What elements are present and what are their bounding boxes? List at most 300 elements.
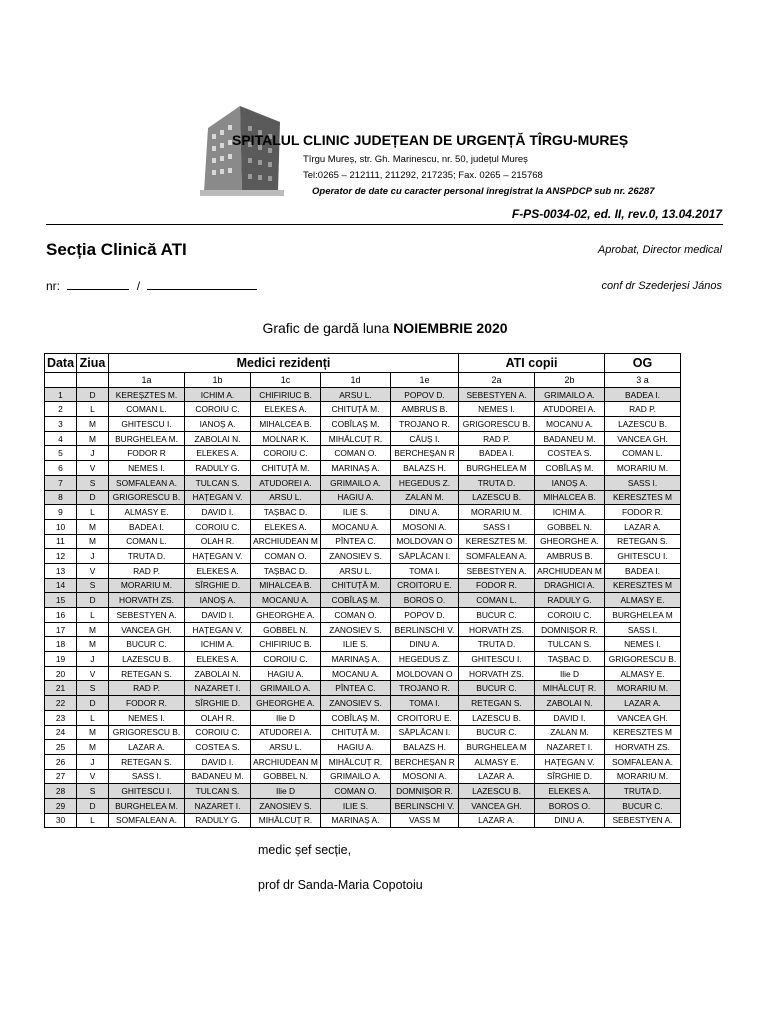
cell-1a: RETEGAN S.: [109, 754, 185, 769]
cell-1c: ARCHIUDEAN M: [251, 754, 321, 769]
cell-2b: ATUDOREI A.: [535, 402, 605, 417]
cell-weekday: S: [77, 784, 109, 799]
cell-2b: MIHALCEA B.: [535, 490, 605, 505]
cell-1e: HEGEDUS Z.: [391, 475, 459, 490]
cell-1e: MOLDOVAN O: [391, 666, 459, 681]
cell-weekday: V: [77, 769, 109, 784]
column-header-empty: [77, 373, 109, 388]
cell-1e: BERCHEȘAN R: [391, 446, 459, 461]
table-row: [45, 813, 681, 828]
cell-2b: MIHĂLCUȚ R.: [535, 681, 605, 696]
cell-2a: HORVATH ZS.: [459, 622, 535, 637]
table-row: [45, 666, 681, 681]
cell-1a: GHITESCU I.: [109, 417, 185, 432]
column-header: 2a: [459, 373, 535, 388]
cell-1e: DINU A.: [391, 637, 459, 652]
cell-1b: SÎRGHIE D.: [185, 696, 251, 711]
cell-2a: HORVATH ZS.: [459, 666, 535, 681]
cell-1d: MIHĂLCUȚ R.: [321, 754, 391, 769]
column-header: 2b: [535, 373, 605, 388]
cell-1b: RADULY G.: [185, 461, 251, 476]
cell-2b: SÎRGHIE D.: [535, 769, 605, 784]
signatory-name: prof dr Sanda-Maria Copotoiu: [258, 878, 423, 892]
cell-2b: IANOȘ A.: [535, 475, 605, 490]
cell-date: 21: [45, 681, 77, 696]
cell-date: 5: [45, 446, 77, 461]
cell-date: 16: [45, 608, 77, 623]
cell-1b: COROIU C.: [185, 725, 251, 740]
cell-2a: ALMASY E.: [459, 754, 535, 769]
cell-date: 7: [45, 475, 77, 490]
cell-1a: SOMFALEAN A.: [109, 475, 185, 490]
cell-date: 28: [45, 784, 77, 799]
cell-weekday: M: [77, 431, 109, 446]
cell-3a: SOMFALEAN A.: [605, 754, 681, 769]
cell-1a: RAD P.: [109, 681, 185, 696]
table-row: [45, 563, 681, 578]
table-row: [45, 387, 681, 402]
cell-1d: MIHĂLCUȚ R.: [321, 431, 391, 446]
cell-3a: LAZAR A.: [605, 696, 681, 711]
header-medici-rezidenti: Medici rezidenți: [109, 354, 459, 373]
cell-1d: MARINAȘ A.: [321, 813, 391, 828]
table-row: [45, 578, 681, 593]
header-ati-copii: ATI copii: [459, 354, 605, 373]
table-row: [45, 710, 681, 725]
table-row: [45, 681, 681, 696]
cell-2b: DOMNIȘOR R.: [535, 622, 605, 637]
cell-1e: CROITORU E.: [391, 710, 459, 725]
cell-1c: ARCHIUDEAN M: [251, 534, 321, 549]
cell-1b: BADANEU M.: [185, 769, 251, 784]
cell-1b: IANOȘ A.: [185, 417, 251, 432]
cell-1b: TULCAN S.: [185, 475, 251, 490]
cell-3a: FODOR R.: [605, 505, 681, 520]
table-row: [45, 622, 681, 637]
cell-3a: SASS I.: [605, 475, 681, 490]
table-row: [45, 740, 681, 755]
cell-1e: AMBRUS B.: [391, 402, 459, 417]
cell-1d: COBÎLAȘ M.: [321, 710, 391, 725]
cell-2a: BUCUR C.: [459, 608, 535, 623]
column-header-row: [45, 373, 681, 388]
cell-2a: MORARIU M.: [459, 505, 535, 520]
cell-1a: NEMES I.: [109, 461, 185, 476]
cell-3a: GHITESCU I.: [605, 549, 681, 564]
cell-2a: LAZAR A.: [459, 813, 535, 828]
table-row: [45, 446, 681, 461]
table-row: [45, 798, 681, 813]
cell-3a: BUCUR C.: [605, 798, 681, 813]
cell-1b: ICHIM A.: [185, 387, 251, 402]
cell-1a: KEREȘZTES M.: [109, 387, 185, 402]
cell-1d: MOCANU A.: [321, 666, 391, 681]
cell-weekday: J: [77, 754, 109, 769]
cell-1b: ZABOLAI N.: [185, 666, 251, 681]
cell-3a: HORVATH ZS.: [605, 740, 681, 755]
cell-3a: KERESZTES M: [605, 490, 681, 505]
table-row: [45, 505, 681, 520]
cell-2a: VANCEA GH.: [459, 798, 535, 813]
cell-1b: TULCAN S.: [185, 784, 251, 799]
cell-date: 15: [45, 593, 77, 608]
cell-1b: ELEKES A.: [185, 563, 251, 578]
column-header: 3 a: [605, 373, 681, 388]
cell-1c: CHIFIRIUC B.: [251, 387, 321, 402]
cell-1e: VASS M: [391, 813, 459, 828]
cell-1d: COMAN O.: [321, 446, 391, 461]
header-divider: [46, 224, 723, 225]
cell-weekday: M: [77, 740, 109, 755]
cell-1c: MOLNAR K.: [251, 431, 321, 446]
cell-1c: Ilie D: [251, 710, 321, 725]
form-code: F-PS-0034-02, ed. II, rev.0, 13.04.2017: [511, 207, 722, 221]
column-header: 1d: [321, 373, 391, 388]
cell-2a: SOMFALEAN A.: [459, 549, 535, 564]
cell-1e: MOSONI A.: [391, 519, 459, 534]
cell-2b: ICHIM A.: [535, 505, 605, 520]
cell-2b: TULCAN S.: [535, 637, 605, 652]
cell-1d: CHITUȚĂ M.: [321, 402, 391, 417]
cell-2a: BADEA I.: [459, 446, 535, 461]
cell-1c: COROIU C.: [251, 652, 321, 667]
cell-1d: MOCANU A.: [321, 519, 391, 534]
cell-1c: COROIU C.: [251, 446, 321, 461]
cell-3a: SEBESTYEN A.: [605, 813, 681, 828]
cell-1e: TOMA I.: [391, 563, 459, 578]
cell-date: 23: [45, 710, 77, 725]
cell-1e: SĂPLĂCAN I.: [391, 725, 459, 740]
cell-date: 3: [45, 417, 77, 432]
cell-date: 30: [45, 813, 77, 828]
approver-name: conf dr Szederjesi János: [601, 280, 722, 292]
cell-3a: VANCEA GH.: [605, 710, 681, 725]
cell-2a: NEMES I.: [459, 402, 535, 417]
group-header-row: [45, 354, 681, 373]
cell-3a: KERESZTES M: [605, 578, 681, 593]
table-row: [45, 490, 681, 505]
cell-1c: HAGIU A.: [251, 666, 321, 681]
cell-weekday: M: [77, 637, 109, 652]
cell-1d: MARINAȘ A.: [321, 461, 391, 476]
cell-weekday: M: [77, 417, 109, 432]
cell-3a: BADEA I.: [605, 387, 681, 402]
cell-1b: HAȚEGAN V.: [185, 490, 251, 505]
cell-weekday: V: [77, 666, 109, 681]
table-row: [45, 608, 681, 623]
table-row: [45, 475, 681, 490]
cell-1d: ARSU L.: [321, 563, 391, 578]
hospital-name: SPITALUL CLINIC JUDEȚEAN DE URGENȚĂ TÎRGU-MUREȘ: [232, 132, 629, 148]
cell-1a: BUCUR C.: [109, 637, 185, 652]
cell-1d: CHITUȚĂ M.: [321, 578, 391, 593]
cell-weekday: S: [77, 681, 109, 696]
cell-3a: COMAN L.: [605, 446, 681, 461]
cell-2a: SASS I: [459, 519, 535, 534]
cell-date: 4: [45, 431, 77, 446]
cell-date: 11: [45, 534, 77, 549]
cell-3a: MORARIU M.: [605, 681, 681, 696]
cell-2a: BURGHELEA M: [459, 461, 535, 476]
cell-1a: GRIGORESCU B.: [109, 490, 185, 505]
cell-1e: TOMA I.: [391, 696, 459, 711]
cell-date: 2: [45, 402, 77, 417]
cell-1c: TAȘBAC D.: [251, 505, 321, 520]
cell-1d: ILIE S.: [321, 798, 391, 813]
cell-2a: GHITESCU I.: [459, 652, 535, 667]
cell-weekday: S: [77, 475, 109, 490]
cell-1c: MIHALCEA B.: [251, 578, 321, 593]
cell-3a: MORARIU M.: [605, 769, 681, 784]
cell-2b: MOCANU A.: [535, 417, 605, 432]
cell-2b: COSTEA S.: [535, 446, 605, 461]
cell-1c: GRIMAILO A.: [251, 681, 321, 696]
cell-3a: LAZAR A.: [605, 519, 681, 534]
cell-1b: HAȚEGAN V.: [185, 622, 251, 637]
column-header: 1e: [391, 373, 459, 388]
cell-1a: BADEA I.: [109, 519, 185, 534]
cell-1e: BERLINSCHI V.: [391, 622, 459, 637]
table-row: [45, 754, 681, 769]
cell-1a: BURGHELEA M.: [109, 431, 185, 446]
cell-date: 9: [45, 505, 77, 520]
cell-1e: BOROS O.: [391, 593, 459, 608]
schedule-body: [45, 387, 681, 828]
cell-2b: DAVID I.: [535, 710, 605, 725]
cell-1d: GRIMAILO A.: [321, 475, 391, 490]
cell-2a: COMAN L.: [459, 593, 535, 608]
cell-2b: BOROS O.: [535, 798, 605, 813]
cell-1e: BALAZS H.: [391, 461, 459, 476]
approval-label: Aprobat, Director medical: [597, 244, 722, 256]
cell-2a: RETEGAN S.: [459, 696, 535, 711]
cell-1d: COBÎLAȘ M.: [321, 593, 391, 608]
cell-2b: COROIU C.: [535, 608, 605, 623]
cell-1b: RADULY G.: [185, 813, 251, 828]
cell-1a: VANCEA GH.: [109, 622, 185, 637]
cell-3a: RETEGAN S.: [605, 534, 681, 549]
cell-1c: CHIFIRIUC B.: [251, 637, 321, 652]
duty-schedule-table: [44, 353, 681, 828]
cell-1e: MOLDOVAN O: [391, 534, 459, 549]
cell-1b: SÎRGHIE D.: [185, 578, 251, 593]
cell-1b: ELEKES A.: [185, 652, 251, 667]
cell-1e: MOSONI A.: [391, 769, 459, 784]
cell-1a: NEMES I.: [109, 710, 185, 725]
cell-1d: COBÎLAȘ M.: [321, 417, 391, 432]
cell-weekday: L: [77, 710, 109, 725]
cell-2b: DRAGHICI A.: [535, 578, 605, 593]
cell-1e: BERLINSCHI V.: [391, 798, 459, 813]
table-row: [45, 725, 681, 740]
cell-3a: SASS I.: [605, 622, 681, 637]
cell-1b: HAȚEGAN V.: [185, 549, 251, 564]
cell-1a: HORVATH ZS.: [109, 593, 185, 608]
cell-date: 13: [45, 563, 77, 578]
cell-2b: DINU A.: [535, 813, 605, 828]
cell-3a: RAD P.: [605, 402, 681, 417]
cell-weekday: S: [77, 578, 109, 593]
cell-1c: ARSU L.: [251, 490, 321, 505]
cell-1a: TRUTA D.: [109, 549, 185, 564]
cell-weekday: M: [77, 725, 109, 740]
cell-1e: SĂPLĂCAN I.: [391, 549, 459, 564]
header-ziua: Ziua: [77, 354, 109, 373]
cell-1b: OLAH R.: [185, 710, 251, 725]
cell-2b: COBÎLAȘ M.: [535, 461, 605, 476]
cell-1a: GHITESCU I.: [109, 784, 185, 799]
cell-1a: FODOR R: [109, 446, 185, 461]
cell-1c: GOBBEL N.: [251, 769, 321, 784]
cell-weekday: J: [77, 446, 109, 461]
cell-1a: SOMFALEAN A.: [109, 813, 185, 828]
cell-weekday: D: [77, 593, 109, 608]
cell-1c: ATUDOREI A.: [251, 475, 321, 490]
cell-1a: GRIGORESCU B.: [109, 725, 185, 740]
cell-1c: COMAN O.: [251, 549, 321, 564]
column-header: 1c: [251, 373, 321, 388]
cell-1c: MIHALCEA B.: [251, 417, 321, 432]
cell-1d: GRIMAILO A.: [321, 769, 391, 784]
cell-1b: OLAH R.: [185, 534, 251, 549]
cell-1a: FODOR R.: [109, 696, 185, 711]
cell-2b: GOBBEL N.: [535, 519, 605, 534]
schedule-title: [0, 320, 770, 336]
table-row: [45, 461, 681, 476]
cell-weekday: D: [77, 798, 109, 813]
registration-number: [46, 279, 257, 293]
cell-2a: BUCUR C.: [459, 681, 535, 696]
cell-1a: SASS I.: [109, 769, 185, 784]
cell-2b: ZALAN M.: [535, 725, 605, 740]
cell-1c: ARSU L.: [251, 740, 321, 755]
cell-date: 24: [45, 725, 77, 740]
section-title: Secția Clinică ATI: [46, 240, 187, 259]
cell-1c: MOCANU A.: [251, 593, 321, 608]
cell-3a: NEMES I.: [605, 637, 681, 652]
cell-1a: RETEGAN S.: [109, 666, 185, 681]
cell-weekday: M: [77, 622, 109, 637]
nr-blank-field: [67, 288, 129, 290]
cell-1c: GOBBEL N.: [251, 622, 321, 637]
cell-2b: GHEORGHE A.: [535, 534, 605, 549]
cell-2a: LAZESCU B.: [459, 490, 535, 505]
table-row: [45, 417, 681, 432]
cell-1e: POPOV D.: [391, 608, 459, 623]
cell-date: 27: [45, 769, 77, 784]
cell-1b: DAVID I.: [185, 754, 251, 769]
cell-1a: SEBESTYEN A.: [109, 608, 185, 623]
cell-weekday: J: [77, 652, 109, 667]
cell-2a: FODOR R.: [459, 578, 535, 593]
cell-1e: BALAZS H.: [391, 740, 459, 755]
cell-2a: RAD P.: [459, 431, 535, 446]
cell-1d: ZANOSIEV S.: [321, 622, 391, 637]
cell-3a: BURGHELEA M: [605, 608, 681, 623]
cell-2a: TRUTA D.: [459, 637, 535, 652]
cell-2b: ARCHIUDEAN M: [535, 563, 605, 578]
cell-weekday: L: [77, 402, 109, 417]
cell-1c: ATUDOREI A.: [251, 725, 321, 740]
cell-1d: ZANOSIEV S.: [321, 549, 391, 564]
cell-1a: LAZAR A.: [109, 740, 185, 755]
cell-date: 25: [45, 740, 77, 755]
schedule-title-prefix: Grafic de gardă luna: [262, 320, 394, 336]
table-row: [45, 652, 681, 667]
cell-1a: BURGHELEA M.: [109, 798, 185, 813]
header-data: Data: [45, 354, 77, 373]
hospital-building-icon: [200, 100, 284, 196]
cell-2b: TAȘBAC D.: [535, 652, 605, 667]
cell-1c: GHEORGHE A.: [251, 608, 321, 623]
table-row: [45, 534, 681, 549]
cell-1e: TROJANO R.: [391, 417, 459, 432]
cell-1d: PÎNTEA C.: [321, 681, 391, 696]
cell-1a: COMAN L.: [109, 534, 185, 549]
header-og: OG: [605, 354, 681, 373]
table-row: [45, 593, 681, 608]
cell-1c: ZANOSIEV S.: [251, 798, 321, 813]
cell-2b: ZABOLAI N.: [535, 696, 605, 711]
cell-2a: KERESZTES M.: [459, 534, 535, 549]
cell-2b: BADANEU M.: [535, 431, 605, 446]
cell-1b: NAZARET I.: [185, 681, 251, 696]
cell-date: 1: [45, 387, 77, 402]
cell-2b: RADULY G.: [535, 593, 605, 608]
cell-3a: VANCEA GH.: [605, 431, 681, 446]
cell-1d: HAGIU A.: [321, 740, 391, 755]
cell-1e: ZALAN M.: [391, 490, 459, 505]
cell-1a: LAZESCU B.: [109, 652, 185, 667]
cell-1b: COSTEA S.: [185, 740, 251, 755]
cell-1b: COROIU C.: [185, 402, 251, 417]
cell-1b: IANOȘ A.: [185, 593, 251, 608]
cell-1e: DOMNIȘOR R.: [391, 784, 459, 799]
cell-date: 17: [45, 622, 77, 637]
cell-1b: NAZARET I.: [185, 798, 251, 813]
cell-date: 19: [45, 652, 77, 667]
cell-2b: Ilie D: [535, 666, 605, 681]
cell-1c: GHEORGHE A.: [251, 696, 321, 711]
cell-weekday: D: [77, 490, 109, 505]
hospital-address: Tîrgu Mureș, str. Gh. Marinescu, nr. 50, județul Mureș: [303, 154, 528, 165]
cell-1e: TROJANO R.: [391, 681, 459, 696]
cell-weekday: V: [77, 563, 109, 578]
table-row: [45, 402, 681, 417]
table-row: [45, 784, 681, 799]
cell-2a: LAZESCU B.: [459, 710, 535, 725]
cell-1d: CHITUȚĂ M.: [321, 725, 391, 740]
cell-1b: DAVID I.: [185, 505, 251, 520]
cell-1c: MIHĂLCUȚ R.: [251, 813, 321, 828]
cell-1a: ALMASY E.: [109, 505, 185, 520]
cell-1e: HEGEDUS Z.: [391, 652, 459, 667]
column-header: 1b: [185, 373, 251, 388]
cell-date: 26: [45, 754, 77, 769]
cell-1d: MARINAȘ A.: [321, 652, 391, 667]
cell-1d: COMAN O.: [321, 784, 391, 799]
cell-1b: ELEKES A.: [185, 446, 251, 461]
cell-2b: GRIMAILO A.: [535, 387, 605, 402]
cell-date: 14: [45, 578, 77, 593]
cell-weekday: D: [77, 696, 109, 711]
cell-1d: ZANOSIEV S.: [321, 696, 391, 711]
cell-2a: BURGHELEA M: [459, 740, 535, 755]
cell-3a: BADEA I.: [605, 563, 681, 578]
cell-2a: BUCUR C.: [459, 725, 535, 740]
cell-weekday: L: [77, 505, 109, 520]
cell-3a: TRUTA D.: [605, 784, 681, 799]
